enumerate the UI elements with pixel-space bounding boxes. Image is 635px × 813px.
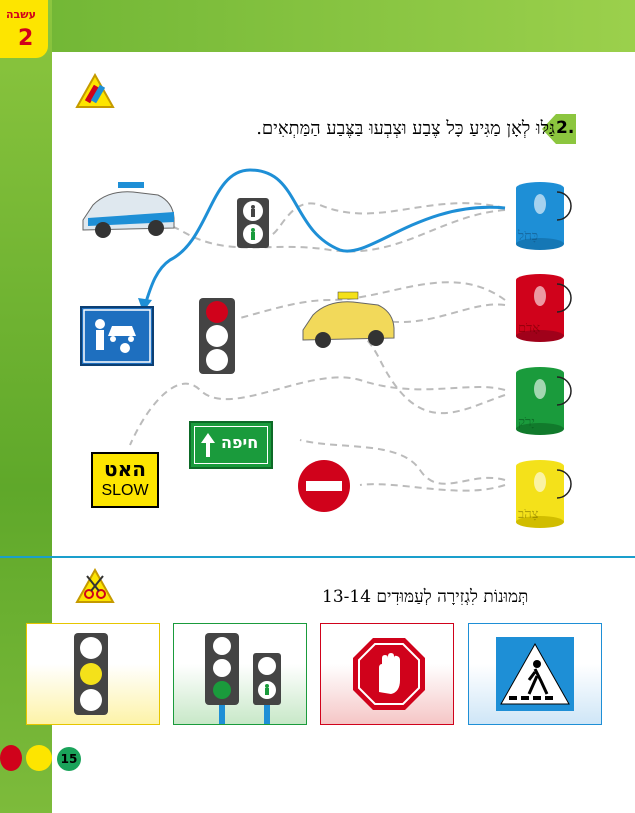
decor-dot-yellow xyxy=(26,745,52,771)
can-label-yellow: צָהֹב xyxy=(518,507,539,522)
pedestrian-light-icon xyxy=(236,197,270,249)
badge-number: 2 xyxy=(18,26,34,51)
scissors-icon xyxy=(75,568,115,604)
taxi-icon xyxy=(298,290,396,352)
decor-dot-red xyxy=(0,745,22,771)
haifa-sign xyxy=(189,421,273,469)
badge-text: עשבה xyxy=(6,8,36,21)
question-text: גַּלּוּ לְאָן מַגִּיעַ כָּל צֶבַע וּצְבְעוּ בַּצֶּבַע הַמַּתְאִים. xyxy=(256,118,555,139)
traffic-light-red-icon xyxy=(198,297,236,375)
play-street-sign-icon xyxy=(80,306,154,366)
no-entry-sign-icon xyxy=(297,459,351,513)
slow-sign-english: SLOW xyxy=(101,482,149,499)
can-label-red: אָדֹם xyxy=(518,321,541,336)
question-number-label: 2. xyxy=(556,118,575,138)
cut-caption: תְּמוּנוֹת לִגְזִירָה לְעַמּוּדִים 13-14 xyxy=(322,587,529,607)
card-crosswalk-sign xyxy=(468,623,602,725)
slow-sign-hebrew: האט xyxy=(104,457,146,481)
card-yellow-light xyxy=(26,623,160,725)
haifa-sign-text: חיפה xyxy=(221,433,259,452)
card-stop-sign xyxy=(320,623,454,725)
police-car-icon xyxy=(78,180,178,242)
page-number: 15 xyxy=(57,747,81,771)
can-label-green: יָרֹק xyxy=(518,415,535,430)
card-green-lights xyxy=(173,623,307,725)
section-divider xyxy=(0,556,635,558)
can-label-blue: כָּחֹל xyxy=(518,229,539,244)
slow-sign xyxy=(91,452,159,508)
